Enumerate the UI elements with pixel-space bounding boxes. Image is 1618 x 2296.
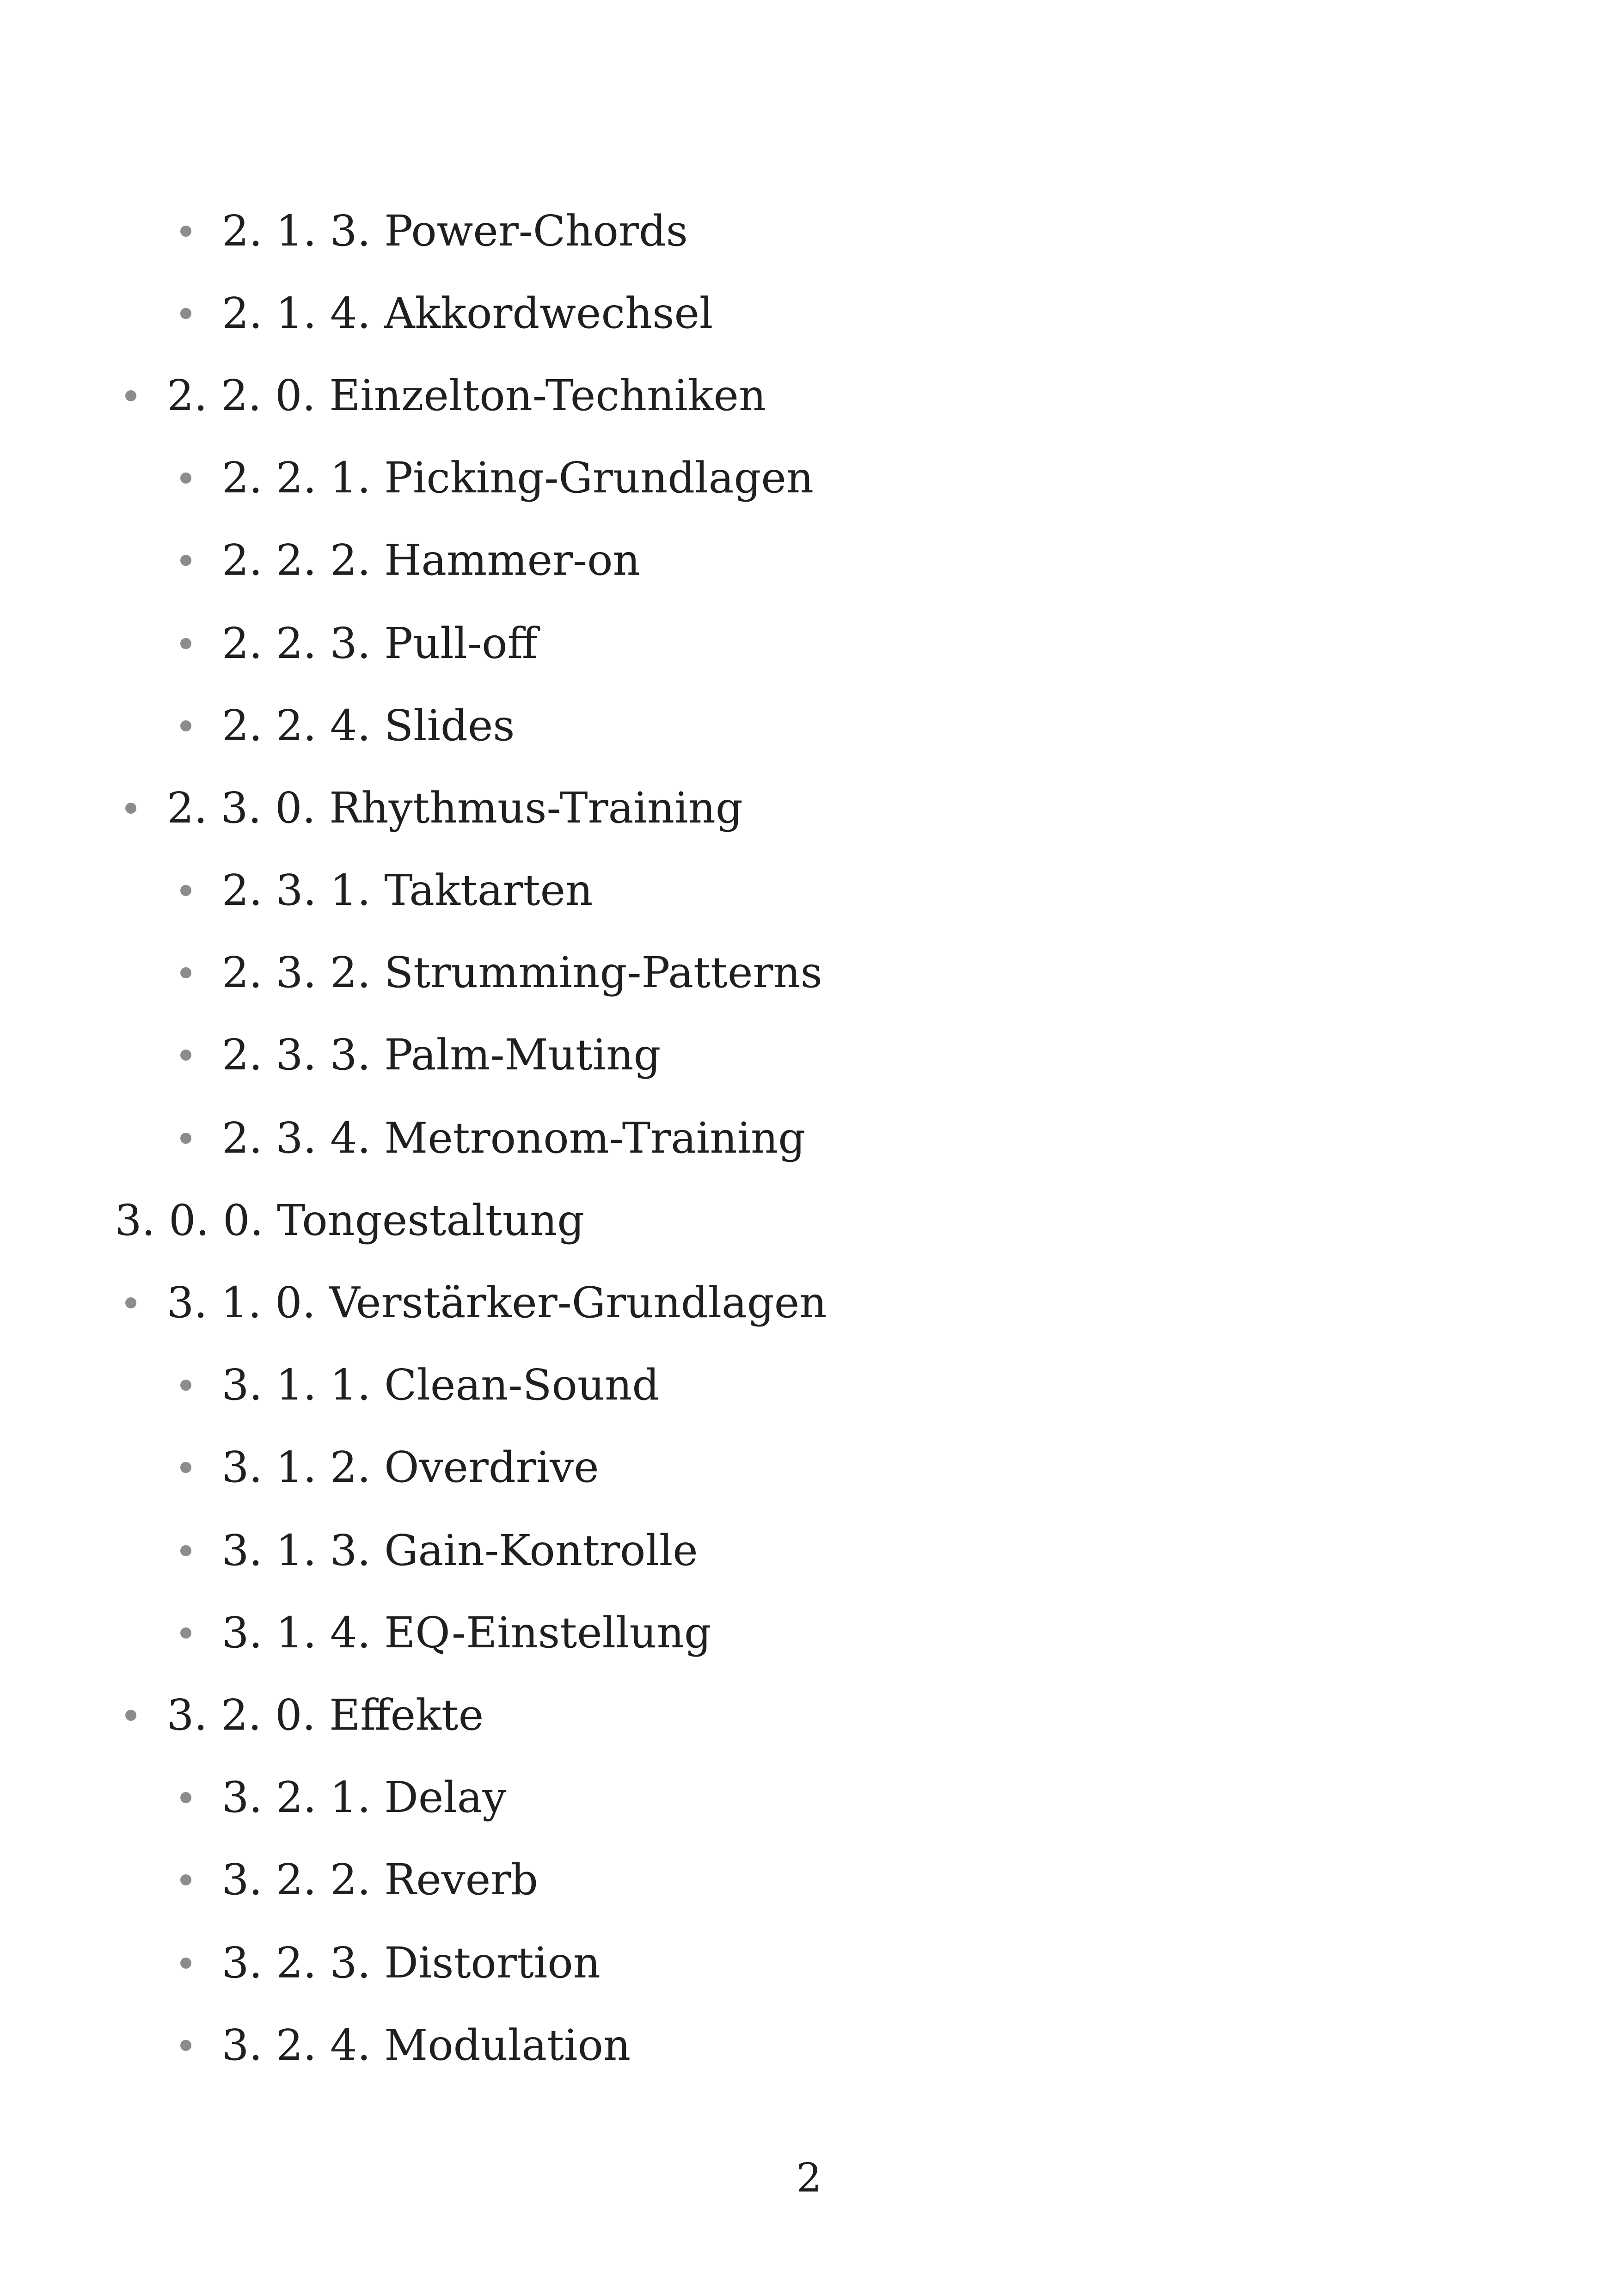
bullet-icon xyxy=(180,885,191,896)
bullet-icon xyxy=(180,1050,191,1061)
toc-entry-text: 2. 1. 4. Akkordwechsel xyxy=(222,289,713,338)
toc-entry-text: 3. 1. 4. EQ-Einstellung xyxy=(222,1608,711,1658)
toc-entry xyxy=(180,450,814,506)
toc-entry-text: 3. 2. 4. Modulation xyxy=(222,2020,631,2070)
bullet-icon xyxy=(180,1545,191,1556)
toc-entry xyxy=(125,780,743,836)
toc-entry-text: 2. 2. 4. Slides xyxy=(222,701,515,750)
toc-entry-text: 3. 1. 1. Clean-Sound xyxy=(222,1360,660,1410)
bullet-icon xyxy=(125,803,136,814)
toc-entry xyxy=(125,1688,484,1743)
bullet-icon xyxy=(180,308,191,319)
toc-entry xyxy=(180,1027,661,1083)
toc-entry xyxy=(180,286,713,341)
toc-entry xyxy=(180,533,640,588)
bullet-icon xyxy=(125,1297,136,1308)
toc-entry xyxy=(115,1193,584,1248)
bullet-icon xyxy=(180,720,191,731)
toc-entry xyxy=(180,2018,631,2073)
toc-entry-text: 2. 3. 4. Metronom-Training xyxy=(222,1113,806,1163)
toc-entry xyxy=(180,1852,538,1908)
bullet-icon xyxy=(180,1874,191,1885)
toc-entry xyxy=(180,1605,711,1661)
toc-entry-text: 2. 3. 3. Palm-Muting xyxy=(222,1030,661,1080)
toc-entry-text: 3. 0. 0. Tongestaltung xyxy=(115,1196,585,1245)
toc-entry xyxy=(125,1275,827,1331)
toc-entry xyxy=(180,698,515,754)
bullet-icon xyxy=(180,1380,191,1391)
toc-entry-text: 3. 1. 2. Overdrive xyxy=(222,1443,599,1492)
bullet-icon xyxy=(180,1792,191,1803)
bullet-icon xyxy=(180,1627,191,1639)
toc-entry xyxy=(180,1111,805,1166)
toc-entry xyxy=(180,945,822,1001)
toc-entry-text: 2. 2. 0. Einzelton-Techniken xyxy=(167,371,766,420)
toc-entry-text: 2. 3. 1. Taktarten xyxy=(222,866,593,915)
toc-entry xyxy=(180,1770,507,1825)
toc-entry-text: 3. 1. 3. Gain-Kontrolle xyxy=(222,1526,698,1575)
toc-entry xyxy=(180,1440,599,1495)
toc-entry-text: 3. 2. 2. Reverb xyxy=(222,1855,539,1904)
toc-entry xyxy=(180,1523,698,1578)
bullet-icon xyxy=(125,390,136,401)
toc-entry-text: 3. 2. 3. Distortion xyxy=(222,1938,601,1988)
bullet-icon xyxy=(180,1462,191,1473)
bullet-icon xyxy=(180,1133,191,1144)
toc-entry xyxy=(180,1357,659,1413)
toc-entry-text: 2. 2. 2. Hammer-on xyxy=(222,535,640,585)
toc-entry xyxy=(125,368,766,424)
toc-entry-text: 3. 1. 0. Verstärker-Grundlagen xyxy=(167,1278,827,1327)
bullet-icon xyxy=(180,2040,191,2051)
bullet-icon xyxy=(180,226,191,237)
page-number: 2 xyxy=(796,2155,822,2201)
toc-entry xyxy=(180,203,688,259)
bullet-icon xyxy=(125,1710,136,1721)
toc-entry xyxy=(180,616,538,671)
toc-entry-text: 2. 3. 2. Strumming-Patterns xyxy=(222,948,822,997)
toc-entry-text: 2. 2. 1. Picking-Grundlagen xyxy=(222,453,814,503)
bullet-icon xyxy=(180,473,191,484)
toc-entry-text: 2. 3. 0. Rhythmus-Training xyxy=(167,783,743,833)
bullet-icon xyxy=(180,555,191,566)
bullet-icon xyxy=(180,638,191,649)
toc-entry-text: 3. 2. 1. Delay xyxy=(222,1773,507,1822)
toc-entry-text: 2. 1. 3. Power-Chords xyxy=(222,206,688,256)
toc-entry xyxy=(180,863,593,918)
toc-entry-text: 2. 2. 3. Pull-off xyxy=(222,619,538,668)
bullet-icon xyxy=(180,1958,191,1969)
toc-entry xyxy=(180,1935,601,1991)
toc-entry-text: 3. 2. 0. Effekte xyxy=(167,1690,484,1740)
bullet-icon xyxy=(180,967,191,978)
